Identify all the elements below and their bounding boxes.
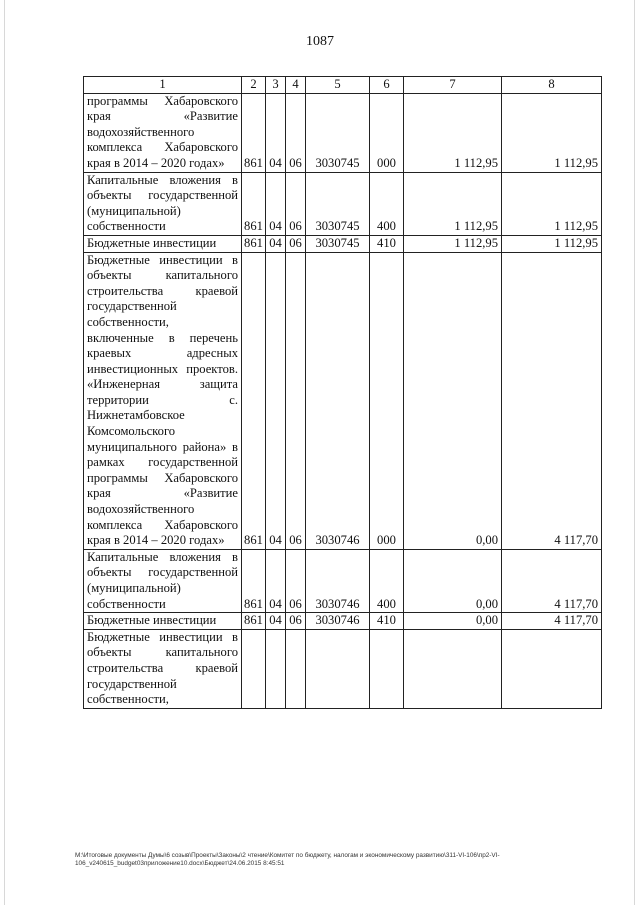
column-header: 8 (502, 77, 602, 94)
cell-c6 (370, 629, 404, 708)
cell-c5: 3030745 (306, 235, 370, 252)
row-description: Бюджетные инвестиции в объекты капитального строительства краевой государственной собственности, включенные в перечень краевых адресных инвестиционных проектов. «Инженерная защита территории с. Нижнетамбовское Комсомольского муниципального района» в рамках государственной программы Хабаровского края «Развитие водохозяйственного комплекса Хабаровского края в 2014 – 2020 годах» (84, 252, 242, 549)
cell-c5: 3030746 (306, 549, 370, 612)
column-header: 2 (242, 77, 266, 94)
cell-c5: 3030745 (306, 93, 370, 172)
table-row (84, 629, 602, 708)
cell-c6: 000 (370, 93, 404, 172)
cell-c3: 04 (266, 172, 286, 235)
table-row (84, 93, 602, 172)
row-description: Бюджетные инвестиции (84, 613, 242, 630)
cell-c4: 06 (286, 549, 306, 612)
cell-c4: 06 (286, 93, 306, 172)
table-row (84, 252, 602, 549)
cell-c7: 0,00 (404, 252, 502, 549)
cell-c6: 410 (370, 235, 404, 252)
cell-c2: 861 (242, 549, 266, 612)
cell-c5 (306, 629, 370, 708)
cell-c8: 1 112,95 (502, 172, 602, 235)
row-description: Капитальные вложения в объекты государственной (муниципальной) собственности (84, 549, 242, 612)
cell-c2: 861 (242, 252, 266, 549)
cell-c4: 06 (286, 252, 306, 549)
scan-edge-right (634, 0, 635, 905)
cell-c2 (242, 629, 266, 708)
cell-c3: 04 (266, 252, 286, 549)
cell-c4: 06 (286, 172, 306, 235)
cell-c6: 400 (370, 172, 404, 235)
file-path-footer: M:\Итоговые документы Думы\6 созыв\Проекты\Законы\2 чтение\Комитет по бюджету, налогам и экономическому развитию\311-VI-106\пр2-VI-106_v240615_budget03приложение10.docx\Бюджет\24.06.2015 8:45:51 (75, 852, 500, 868)
table-header-row (84, 77, 602, 94)
column-header: 1 (84, 77, 242, 94)
table-row (84, 235, 602, 252)
row-description: Бюджетные инвестиции в объекты капитального строительства краевой государственной собственности, (84, 629, 242, 708)
cell-c3 (266, 629, 286, 708)
cell-c7: 0,00 (404, 549, 502, 612)
column-header: 3 (266, 77, 286, 94)
cell-c6: 000 (370, 252, 404, 549)
cell-c2: 861 (242, 613, 266, 630)
table-row (84, 613, 602, 630)
table-row (84, 172, 602, 235)
budget-table (83, 76, 602, 709)
row-description: Бюджетные инвестиции (84, 235, 242, 252)
cell-c7: 1 112,95 (404, 172, 502, 235)
cell-c5: 3030746 (306, 613, 370, 630)
cell-c7 (404, 629, 502, 708)
cell-c5: 3030746 (306, 252, 370, 549)
cell-c2: 861 (242, 93, 266, 172)
column-header: 7 (404, 77, 502, 94)
cell-c6: 410 (370, 613, 404, 630)
cell-c8: 4 117,70 (502, 549, 602, 612)
cell-c2: 861 (242, 235, 266, 252)
cell-c8: 4 117,70 (502, 613, 602, 630)
cell-c4: 06 (286, 235, 306, 252)
cell-c8: 4 117,70 (502, 252, 602, 549)
cell-c6: 400 (370, 549, 404, 612)
cell-c3: 04 (266, 549, 286, 612)
column-header: 4 (286, 77, 306, 94)
cell-c7: 1 112,95 (404, 93, 502, 172)
cell-c5: 3030745 (306, 172, 370, 235)
cell-c7: 1 112,95 (404, 235, 502, 252)
cell-c3: 04 (266, 235, 286, 252)
table-row (84, 549, 602, 612)
row-description: Капитальные вложения в объекты государственной (муниципальной) собственности (84, 172, 242, 235)
cell-c7: 0,00 (404, 613, 502, 630)
cell-c8 (502, 629, 602, 708)
cell-c4 (286, 629, 306, 708)
cell-c8: 1 112,95 (502, 235, 602, 252)
cell-c4: 06 (286, 613, 306, 630)
cell-c3: 04 (266, 93, 286, 172)
scan-edge-left (4, 0, 5, 905)
row-description: программы Хабаровского края «Развитие водохозяйственного комплекса Хабаровского края в 2014 – 2020 годах» (84, 93, 242, 172)
cell-c2: 861 (242, 172, 266, 235)
page-number: 1087 (306, 34, 334, 49)
column-header: 6 (370, 77, 404, 94)
cell-c8: 1 112,95 (502, 93, 602, 172)
column-header: 5 (306, 77, 370, 94)
cell-c3: 04 (266, 613, 286, 630)
